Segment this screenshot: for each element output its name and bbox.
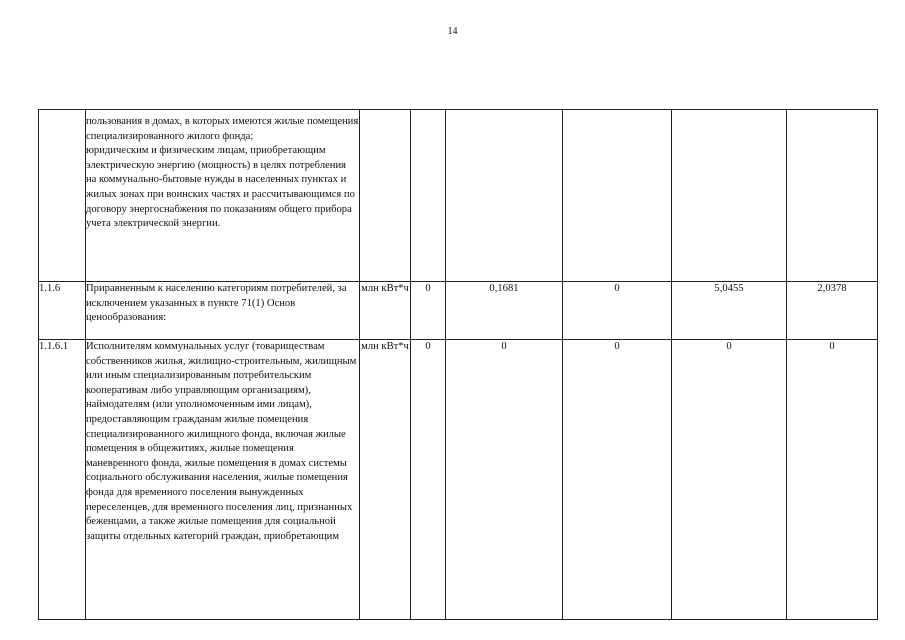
- row-value-cell: [446, 110, 563, 282]
- row-name-cell: [86, 110, 360, 282]
- row-unit-cell: [360, 110, 411, 282]
- row-name-line: юридическим и физическим лицам, приобретающим электрическую энергию (мощность) в целях потребления на коммунально-бытовые нужды в населенных пунктах и жилых зонах при воинских частях и рассчитывающимся по договору энергоснабжения по показаниям общего прибора учета электрической энергии.: [86, 145, 355, 230]
- row-value-cell: [411, 110, 446, 282]
- row-number-cell: 1.1.6.1: [39, 340, 86, 620]
- table-row: [39, 110, 878, 282]
- page-number: 14: [447, 26, 458, 37]
- row-name-line: пользования в домах, в которых имеются жилые помещения специализированного жилого фонда;: [86, 116, 359, 142]
- row-value-cell: 0: [411, 340, 446, 620]
- row-number-cell: 1.1.6: [39, 282, 86, 340]
- row-name-cell: [86, 282, 360, 340]
- table-row: [39, 282, 878, 340]
- row-value-cell: 0: [787, 340, 878, 620]
- row-value-cell: 0: [446, 340, 563, 620]
- table-row: [39, 340, 878, 620]
- row-value-cell: [563, 110, 672, 282]
- row-value-cell: 2,0378: [787, 282, 878, 340]
- row-value-cell: 0,1681: [446, 282, 563, 340]
- row-value-cell: 0: [411, 282, 446, 340]
- row-number-cell: [39, 110, 86, 282]
- row-value-cell: [672, 110, 787, 282]
- row-unit-cell: млн кВт*ч: [360, 282, 411, 340]
- row-value-cell: [787, 110, 878, 282]
- row-name-line: Исполнителям коммунальных услуг (товариществам собственников жилья, жилищно-строительным, жилищным или иным специализированным потребительским кооперативам либо управляющим организациям), наймодателям (или уполномоченным ими лицам), предоставляющим гражданам жилые помещения специализированного жилищного фонда, включая жилые помещения в общежитиях, жилые помещения маневренного фонда, жилые помещения в домах системы социального обслуживания населения, жилые помещения фонда для временного поселения вынужденных переселенцев, для временного поселения лиц, признанных беженцами, а также жилые помещения для социальной защиты отдельных категорий граждан, приобретающим: [86, 341, 357, 542]
- row-unit-cell: млн кВт*ч: [360, 340, 411, 620]
- row-value-cell: 0: [563, 340, 672, 620]
- row-value-cell: 0: [672, 340, 787, 620]
- row-value-cell: 0: [563, 282, 672, 340]
- tariff-volume-table: [38, 109, 878, 620]
- row-value-cell: 5,0455: [672, 282, 787, 340]
- row-name-cell: [86, 340, 360, 620]
- row-name-line: Приравненным к населению категориям потребителей, за исключением указанных в пункте 71(1) Основ ценообразования:: [86, 283, 347, 324]
